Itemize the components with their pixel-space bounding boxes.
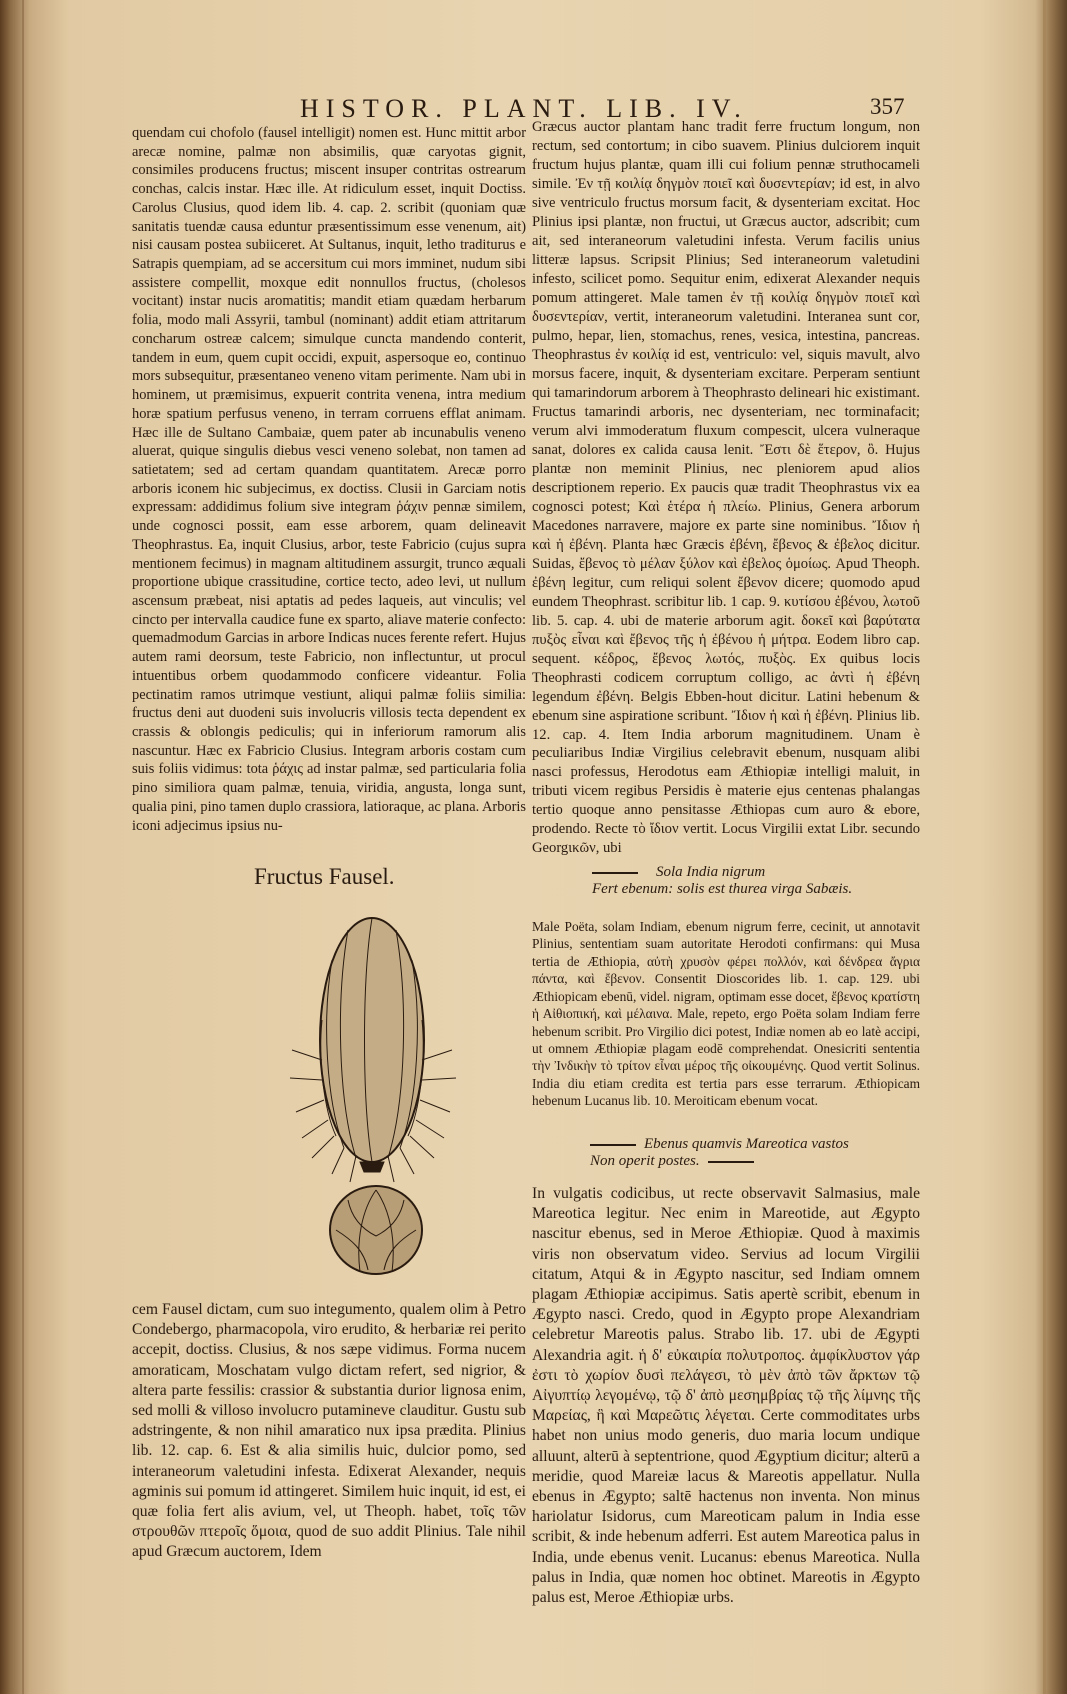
verse-line: Fert ebenum: solis est thurea virga Sabæis.: [592, 881, 853, 897]
page-edge: [1043, 0, 1046, 1694]
verse-line: [590, 1153, 849, 1170]
right-column-middle-text: [532, 918, 920, 1110]
left-column-text: [132, 124, 526, 835]
verse-line-text: Sola India nigrum: [656, 864, 766, 880]
fruit-with-husk: [290, 918, 456, 1182]
verse-quote-2: [590, 1136, 849, 1170]
left-column-bottom-text: [132, 1300, 526, 1563]
verse-line: [590, 1136, 849, 1153]
verse-line-text: Ebenus quamvis Mareotica vastos: [644, 1136, 849, 1152]
fausel-fruit-illustration: [252, 900, 502, 1290]
right-column-text: [532, 118, 920, 858]
verse-rule: [592, 872, 638, 874]
verse-rule: [708, 1161, 754, 1163]
left-column-paragraph: quendam cui chofolo (fausel intelligit) nomen est. Hunc mittit arbor arecæ nomine, palmæ non absimilis, quæ caryotas gignit, consimiles producens fructus; miscent insuper contritas ostrearum conchas, calcis instar. Hæc ille. At ridiculum esset, inquit Doctiss. Carolus Clusius, quod idem lib. 4. cap. 2. scribit (quoniam quæ sanitatis tuendæ causa eduntur præsentissimum esse venenum, ait) nisi causam postea subiiceret. At Sultanus, inquit, letho traditurus e Satrapis quempiam, ad se accersitum cui mors imminet, nudum sibi assistere compellit, moxque edit nonnullos fructus, (cholesos vocitant) instar nucis aromatitis; mandit etiam quædam herbarum folia, modo mali Assyrii, tambul (nominant) addit etiam attritarum concharum ostreæ calcem; simulque cuncta mandendo conterit, tandem in eum, quem cupit occidi, expuit, aspersoque eo, continuo mors subsequitur, præsentaneo veneno vitam perimente. Nam ubi in hominem, ut præmisimus, expuerit contrita venena, intra medium horæ spatium perfusus veneno, in terram corruens efflat animam. Hæc ille de Sultano Cambaiæ, quem pater ab incunabulis veneno aluerat, quique singulis diebus vesci veneno solebat, non tamen ad satietatem; sed ad certam quandam quantitatem. Arecæ porro arboris iconem hic subjecimus, ex doctiss. Clusii in Garciam notis expressam: addidimus folium sive integram ῥάχιν pennæ similem, unde cognosci possit, eam esse arborem, quam delineavit Theophrastus. Ea, inquit Clusius, arbor, teste Fabricio (cujus supra mentionem fecimus) in magnam altitudinem assurgit, trunco æquali proportione ubique crassitudine, cortice tecto, adeo levi, ut nullum ascensum præbeat, nisi aptatis ad pedes laqueis, aut vinculis; vel cincto per intervalla caudice fune ex sparto, aliave materie confecto: quemadmodum Garcias in arbore Indicas nuces ferente refert. Hujus autem rami deorsum, teste Fabricio, non inflectuntur, ut procul intuentibus orbem quodammodo conficere videantur. Folia pectinatim ramos utrimque vestiunt, aliqui palmæ foliis similia: fructus deni aut duodeni suis involucris villosis tecta dependent ex crassis & oblongis pediculis; qui in inferiorum ramorum alis nascuntur. Hæc ex Fabricio Clusius. Integram arboris costam cum suis foliis vidimus: tota ῥάχις ad instar palmæ, sed particularia folia pino similiora quam palmæ, tenuia, viridia, angusta, longa sunt, qualia pini, pino tamen duplo crassiora, latioraque, ac plana. Arboris iconi adjecimus ipsius nu-: [132, 125, 526, 834]
binding-gutter: [22, 0, 24, 1694]
right-column-paragraph: Græcus auctor plantam hanc tradit ferre fructum longum, non rectum, sed contortum; in cibo suavem. Plinius dulciorem inquit fructum hujus plantæ, quam illi cui folium pennæ struthocameli simile. Ἐν τῇ κοιλίᾳ δηγμὸν ποιεῖ καὶ δυσεντερίαν; id est, in alvo sive ventriculo fructus morsum facit, & dysenteriam excitat. Hoc Plinius ipsi plantæ, non fructui, ut Græcus auctor, adscribit; cum ait, sed interaneorum valetudini infesta. Verum facilis unius litteræ lapsus. Scripsit Plinius; Sed interaneorum valetudini infesto, scilicet pomo. Sequitur enim, edixerat Alexander nequis pomum attingeret. Male tamen ἐν τῇ κοιλίᾳ δηγμὸν ποιεῖ καὶ δυσεντερίαν, vertit, interaneorum valetudini. Interanea sunt cor, pulmo, hepar, lien, stomachus, renes, vesica, intestina, pancreas. Theophrastus ἐν κοιλίᾳ id est, ventriculo: vel, siquis mavult, alvo morsus facere, inquit, & dysenteriam excitare. Perperam sentiunt qui tamarindorum arborem à Theophrasto delineari hic existimant. Fructus tamarindi arboris, nec dysenteriam, nec torminafacit; verum alvi immoderatum fluxum compescit, ulcera vulneraque sanat, dolores ex calida causa lenit. Ἔστι δὲ ἕτερον, ὃ. Hujus plantæ non meminit Plinius, nec pleniorem apud alios descriptionem reperio. Ex paucis quæ tradit Theophrastus vix ea cognosci potest; Καὶ ἑτέρα ἡ πλείω. Plinius, Genera arborum Macedones narravere, majore ex parte sine nominibus. Ἴδιον ἡ καὶ ἡ ἐβένη. Planta hæc Græcis ἐβένη, ἔβενος & ἐβελος dicitur. Suidas, ἔβενος τὸ μέλαν ξύλον καὶ ἐβελος ὁμοίως. Apud Theoph. ἐβένη legitur, cum reliqui solent ἔβενον dicere; quomodo apud eundem Theophrast. scribitur lib. 1 cap. 9. κυτίσου ἐβένου, λωτοῦ lib. 5. cap. 4. ubi de materie arborum agit. δοκεῖ καὶ βαρύτατα πυξὸς εἶναι καὶ ἔβενος τῆς ἡ ἐβένου ἡ μήτρα. Eodem libro cap. sequent. κέδρος, ἔβενος λωτός, πυξὸς. Ex quibus locis Theophrasti codicem corruptum colligo, ac ἀντὶ ἡ ἐβένη legendum ἐβένη. Belgis Ebben-hout dicitur. Latini hebenum & ebenum sine aspiratione scribunt. Ἴδιον ἡ καὶ ἡ ἐβένη. Plinius lib. 12. cap. 4. Item India arborum magnitudinem. Unam è peculiaribus Indiæ Virgilius celebravit ebenum, nusquam alibi nasci professus, Herodotus eam Æthiopiæ intelligi maluit, in tributi vicem regibus Persidis è materie ejus centenas phalangas tertio quoque anno pensitasse Æthiopas cum auro & ebore, prodendo. Recte τὸ ἴδιον vertit. Locus Virgilii extat Libr. secundo Georgικῶν, ubi: [532, 119, 920, 857]
left-column-bottom-paragraph: cem Fausel dictam, cum suo integumento, qualem olim à Petro Condebergo, pharmacopola, viro erudito, & herbariæ rei perito accepit, doctiss. Clusius, & nos sæpe vidimus. Forma nucem amoraticam, Moschatam vulgo dictam refert, sed nigrior, & altera parte fessilis: crassior & substantia durior lignosa enim, sed molli & villoso involucro putamineve clauditur. Gustu sub adstringente, & non nihil amaratico nux ipsa prædita. Plinius lib. 12. cap. 6. Est & alia similis huic, dulcior pomo, sed interaneorum valetudini infesta. Edixerat Alexander, nequis agminis sui pomum id attingeret. Similem huic inquit, id est, ei quæ folia fert alis avium, vel, ut Theoph. habet, τοῖς τῶν στρουθῶν πτεροῖς ὅμοια, quod de suo addit Plinius. Tale nihil apud Græcum auctorem, Idem: [132, 1301, 526, 1561]
verse-line-text: Non operit postes.: [590, 1153, 700, 1169]
figure-caption: Fructus Fausel.: [254, 864, 395, 889]
right-column-middle-paragraph: Male Poëta, solam Indiam, ebenum nigrum ferre, cecinit, ut annotavit Plinius, sententiam suam autoritate Herodoti confirmans: qui Musa tertia de Æthiopia, αὐτὴ χρυσὸν φέρει πολλόν, καὶ δένδρεα ἄγρια πάντα, καὶ ἔβενον. Consentit Dioscorides lib. 1. cap. 129. ubi Æthiopicam ebenū, videl. nigram, optimam esse docet, ἔβενος κρατίστη ἡ Αἰθιοπική, καὶ μέλαινα. Male, repeto, ergo Poëta solam Indiam ferre hebenum scribit. Pro Virgilio dici potest, Indiæ nomen ab eo latè accipi, ut omnem Æthiopiæ plagam eodē comprehendat. Onesicriti sententia τὴν Ἰνδικὴν τὸ τρίτον εἶναι μέρος τῆς οἰκουμένης. Quod vertit Solinus. India diu etiam credita est tertia pars esse terrarum. Æthiopicam hebenum Lucanus lib. 10. Meroiticam ebenum vocat.: [532, 919, 920, 1109]
verse-line: [592, 864, 852, 881]
nut-kernel: [330, 1186, 422, 1274]
right-column-bottom-text: [532, 1184, 920, 1608]
running-title: HISTOR. PLANT. LIB. IV.: [300, 94, 748, 123]
right-column-bottom-paragraph: In vulgatis codicibus, ut recte observavit Salmasius, male Mareotica legitur. Nec enim in Mareotide, aut Ægypto nascitur ebenus, sed in Meroe Æthiopiæ. Quod à maximis viris non observatum video. Servius ad locum Virgilii citatum, Atqui & in Ægypto nascitur, sed Indiam omnem plagam Æthiopiæ accipimus. Satis apertè scribit, ebenum in Ægypto nasci. Credo, quod in Ægypto prope Alexandriam celebretur Mareotis palus. Strabo lib. 17. ubi de Ægypti Alexandria agit. ἡ δ' εὐκαιρία πολυτροπος. ἀμφίκλυστον γάρ ἐστι τὸ χωρίον δυσὶ πελάγεσι, τὸ μὲν ἀπὸ τῶν ἄρκτων τῷ Αἰγυπτίῳ λεγομένῳ, τῷ δ' ἀπὸ μεσημβρίας τῷ τῆς λίμνης τῆς Μαρείας, ἣ καὶ Μαρεῶτις λέγεται. Certe commoditates urbs habet non unius modo generis, duo maria locum undique alluunt, alterū à septentrione, quod Ægyptium dicitur; alterū a meridie, quod Mareiæ lacus & Mareotis appellatur. Nulla ebenus in Ægypto; saltē hactenus non inventa. Non minus hariolatur Isidorus, cum Mareoticam palum in India esse scribit, & inde hebenum adferri. Est autem Mareotica palus in India, unde ebenus venit. Lucanus: ebenus Mareotica. Nulla palus in India, quæ nomen hoc obtinet. Mareotis in Ægypto palus est, Meroe Æthiopiæ urbs.: [532, 1185, 920, 1607]
verse-rule: [590, 1144, 636, 1146]
verse-quote-1: [592, 864, 852, 898]
page-number: 357: [870, 94, 905, 119]
